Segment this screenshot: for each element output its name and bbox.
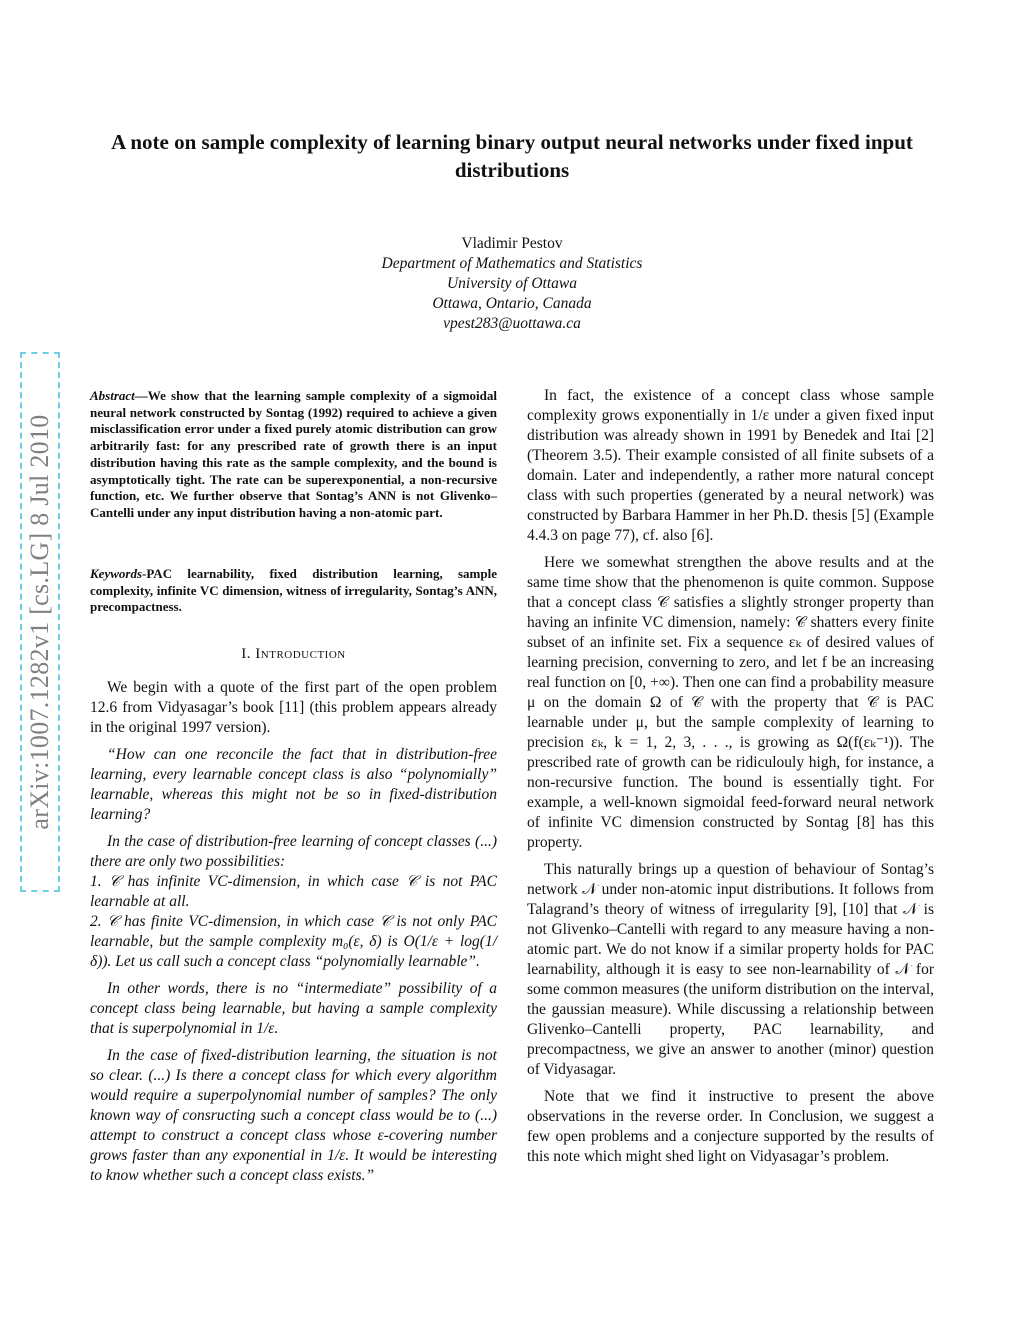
quote-paragraph: “How can one reconcile the fact that in distribution-free learning, every learnable concept class is also “polynomially” learnable, whereas this might not be so in fixed-distribution learning? xyxy=(90,746,497,823)
author-email[interactable]: vpest283@uottawa.ca xyxy=(443,315,581,332)
section-heading xyxy=(90,646,497,663)
paragraph: Here we somewhat strengthen the above results and at the same time show that the phenomenon is quite common. Suppose that a concept class 𝒞 satisfies a slightly stronger property than having an infinite VC dimension, namely: 𝒞 shatters every finite subset of an infinite set. Fix a sequence εₖ of desired values of learning precision, converning to zero, and let f be an increasing real function on [0, +∞). Then one can find a probability measure μ on the domain Ω of 𝒞 with the property that 𝒞 is PAC learnable under μ, but the sample complexity of learning to precision εₖ, k = 1, 2, 3, . . ., is growing as Ω(f(εₖ⁻¹)). The prescribed rate of growth can be ridiculouly high, for instance, a non-recursive function. The bound is essentially tight. For example, a well-known sigmoidal feed-forward neural network of infinite VC dimension constructed by Sontag [8] has this property. xyxy=(527,554,934,851)
abstract-text: —We show that the learning sample complexity of a sigmoidal neural network constructed by Sontag (1992) required to achieve a given misclassification error under a fixed purely atomic distribution can grow arbitrarily fast: for any prescribed rate of growth there is an input distribution having this rate as the sample complexity, and the bound is asymptotically tight. The rate can be superexponential, a non-recursive function, etc. We further observe that Sontag’s ANN is not Glivenko–Cantelli under any input distribution having a non-atomic part. xyxy=(90,388,497,520)
section-title: Introduction xyxy=(255,646,346,662)
quote-paragraph: 2. 𝒞 has finite VC-dimension, in which case 𝒞 is not only PAC learnable, but the sample complexity m₀(ε, δ) is O(1/ε + log(1/δ)). Let us call such a concept class “polynomially learnable”. xyxy=(90,913,497,970)
keywords-text: -PAC learnability, fixed distribution learning, sample complexity, infinite VC dimension, witness of irregularity, Sontag’s ANN, precompactness. xyxy=(90,566,497,615)
paragraph: This naturally brings up a question of behaviour of Sontag’s network 𝒩 under non-atomic input distributions. It follows from Talagrand’s theory of witness of irregularity [9], [10] that 𝒩 is not Glivenko–Cantelli with regard to any measure having a non-atomic part. We do not know if a similar property holds for PAC learnability, although it is easy to see non-learnability of 𝒩 for some common measures (the uniform distribution on the interval, the gaussian measure). While discussing a relationship between Glivenko–Cantelli property, PAC learnability, and precompactness, we give an answer to another (minor) question of Vidyasagar. xyxy=(527,861,934,1078)
author-block xyxy=(262,234,762,334)
keywords xyxy=(90,566,497,616)
quote-paragraph: 1. 𝒞 has infinite VC-dimension, in which case 𝒞 is not PAC learnable at all. xyxy=(90,873,497,910)
author-university: University of Ottawa xyxy=(446,275,578,292)
left-column-body xyxy=(90,678,497,1186)
abstract xyxy=(90,388,497,522)
right-column-body xyxy=(527,386,934,1167)
abstract-label: Abstract xyxy=(90,388,135,403)
author-department: Department of Mathematics and Statistics xyxy=(381,255,643,272)
arxiv-sidebar xyxy=(20,352,60,892)
quote-paragraph: In other words, there is no “intermediate” possibility of a concept class being learnable, but having a sample complexity that is superpolynomial in 1/ε. xyxy=(90,980,497,1037)
keywords-label: Keywords xyxy=(90,566,142,581)
paragraph: In fact, the existence of a concept class whose sample complexity grows exponentially in 1/ε under a given fixed input distribution was already shown in 1991 by Benedek and Itai [2] (Theorem 3.5). Their example consisted of all finite subsets of a domain. Later and independently, a rather more natural concept class with such properties (generated by a neural network) was constructed by Barbara Hammer in her Ph.D. thesis [5] (Example 4.4.3 on page 77), cf. also [6]. xyxy=(527,387,934,544)
author-name: Vladimir Pestov xyxy=(461,235,563,252)
paragraph: We begin with a quote of the first part of the open problem 12.6 from Vidyasagar’s book [11] (this problem appears already in the original 1997 version). xyxy=(90,679,497,736)
author-location: Ottawa, Ontario, Canada xyxy=(432,295,592,312)
section-number: I. xyxy=(241,646,252,662)
quote-paragraph: In the case of distribution-free learning of concept classes (...) there are only two possibilities: xyxy=(90,833,497,870)
quote-paragraph: In the case of fixed-distribution learning, the situation is not so clear. (...) Is there a concept class for which every algorithm would require a superpolynomial number of samples? The only known way of consructing such a concept class would be to (...) attempt to construct a concept class whose ε-covering number grows faster than any exponential in 1/ε. It would be interesting to know whether such a concept class exists.” xyxy=(90,1047,497,1184)
paragraph: Note that we find it instructive to present the above observations in the reverse order. In Conclusion, we suggest a few open problems and a conjecture supported by the results of this note which might shed light on Vidyasagar’s problem. xyxy=(527,1088,934,1165)
paper-title: A note on sample complexity of learning binary output neural networks under fixed input distributions xyxy=(111,130,913,182)
arxiv-stamp[interactable]: arXiv:1007.1282v1 [cs.LG] 8 Jul 2010 xyxy=(20,352,60,892)
